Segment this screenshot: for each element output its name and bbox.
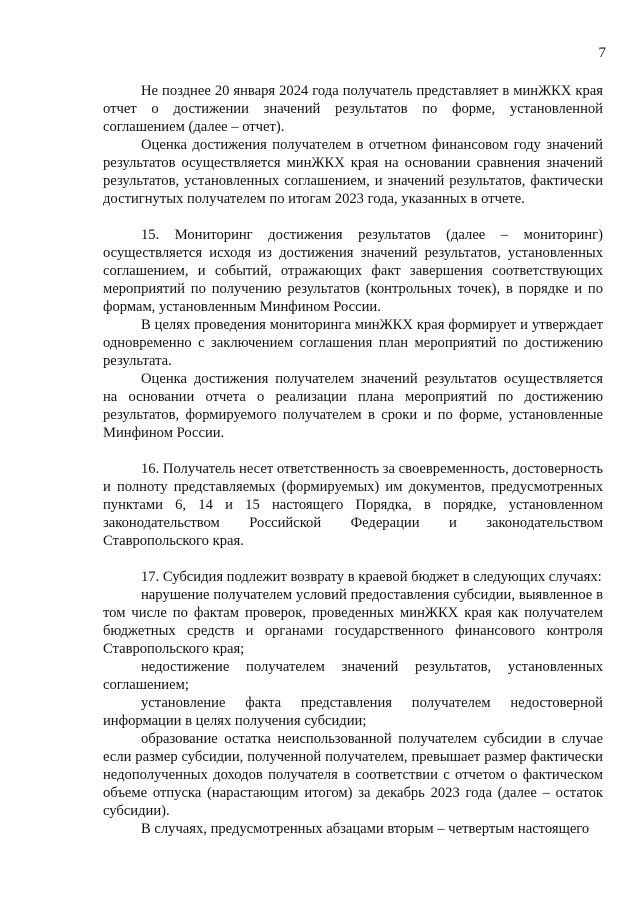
- paragraph-refund-case-false-info: установление факта представления получателем недостоверной информации в целях получения субсидии;: [103, 695, 603, 729]
- paragraph-refund-cases-continuation: В случаях, предусмотренных абзацами вторым – четвертым настоящего: [141, 821, 590, 837]
- paragraph-monitoring-evaluation: Оценка достижения получателем значений результатов осуществляется на основании отчета о реализации плана мероприятий по достижению результатов, формируемого получателем в сроки и по форме, установленные Минфином России.: [103, 371, 603, 441]
- page-number: 7: [598, 45, 606, 61]
- paragraph-refund-case-results: недостижение получателем значений результатов, установленных соглашением;: [103, 659, 603, 693]
- paragraph-section-15-monitoring: 15. Мониторинг достижения результатов (далее – мониторинг) осуществляется исходя из достижения значений результатов, установленных соглашением, и событий, отражающих факт завершения соответствующих мероприятий по получению результатов (контрольных точек), в порядке и по формам, установленным Минфином России.: [103, 227, 603, 315]
- paragraph-report-deadline: Не позднее 20 января 2024 года получатель представляет в минЖКХ края отчет о достижении значений результатов по форме, установленной соглашением (далее – отчет).: [103, 83, 603, 135]
- paragraph-refund-case-unused-balance: образование остатка неиспользованной получателем субсидии в случае если размер субсидии, полученной получателем, превышает размер фактически недополученных доходов получателя в соответствии с отчетом о фактическом объеме отпуска (нарастающим итогом) за декабрь 2023 года (далее – остаток субсидии).: [103, 731, 603, 819]
- paragraph-results-evaluation: Оценка достижения получателем в отчетном финансовом году значений результатов осуществляется минЖКХ края на основании сравнения значений результатов, установленных соглашением, и значений результатов, фактически достигнутых получателем по итогам 2023 года, указанных в отчете.: [103, 137, 603, 207]
- paragraph-refund-case-violation: нарушение получателем условий предоставления субсидии, выявленное в том числе по фактам проверок, проведенных минЖКХ края как получателем бюджетных средств и органами государственного финансового контроля Ставропольского края;: [103, 587, 603, 657]
- paragraph-monitoring-plan: В целях проведения мониторинга минЖКХ края формирует и утверждает одновременно с заключением соглашения план мероприятий по достижению результата.: [103, 317, 603, 369]
- paragraph-section-16-responsibility: 16. Получатель несет ответственность за своевременность, достоверность и полноту представляемых (формируемых) им документов, предусмотренных пунктами 6, 14 и 15 настоящего Порядка, в порядке, установленном законодательством Российской Федерации и законодательством Ставропольского края.: [103, 461, 603, 549]
- document-body: [103, 82, 603, 838]
- paragraph-section-17-refund: 17. Субсидия подлежит возврату в краевой бюджет в следующих случаях:: [141, 569, 602, 585]
